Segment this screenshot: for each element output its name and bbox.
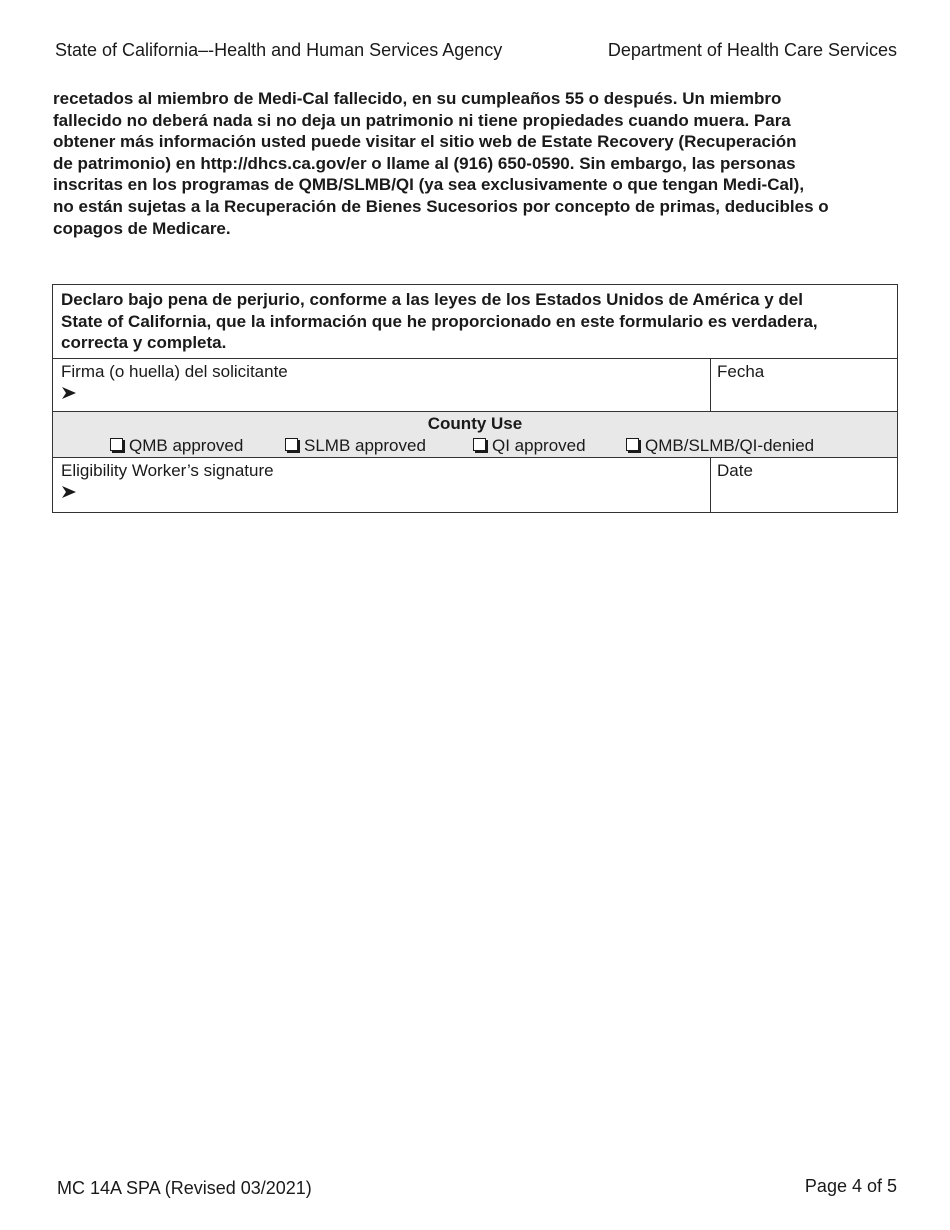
worker-date-label: Date xyxy=(717,460,753,480)
county-use-section xyxy=(53,412,897,458)
qmb-approved-checkbox[interactable] xyxy=(110,435,243,457)
applicant-signature-row xyxy=(53,359,897,412)
worker-signature-field[interactable] xyxy=(53,458,711,512)
perjury-declaration: Declaro bajo pena de perjurio, conforme a las leyes de los Estados Unidos de América y del State of California, que la información que he proporcionado en este formulario es verdadera, correcta y completa. xyxy=(53,285,897,359)
county-use-title: County Use xyxy=(427,413,523,433)
qmb-slmb-qi-denied-label: QMB/SLMB/QI-denied xyxy=(645,435,815,455)
applicant-signature-field[interactable] xyxy=(53,359,711,411)
qi-approved-checkbox[interactable] xyxy=(473,435,586,457)
arrow-right-icon xyxy=(61,485,77,499)
checkbox-icon xyxy=(473,438,486,451)
page-number: Page 4 of 5 xyxy=(804,1176,897,1196)
slmb-approved-label: SLMB approved xyxy=(304,435,426,455)
worker-signature-label: Eligibility Worker’s signature xyxy=(61,460,274,480)
form-id: MC 14A SPA (Revised 03/2021) xyxy=(57,1178,312,1198)
checkbox-icon xyxy=(626,438,639,451)
declaration-form xyxy=(52,284,898,513)
qi-approved-label: QI approved xyxy=(492,435,586,455)
slmb-approved-checkbox[interactable] xyxy=(285,435,426,457)
worker-date-field[interactable] xyxy=(711,458,897,512)
arrow-right-icon xyxy=(61,386,77,400)
applicant-date-field[interactable] xyxy=(711,359,897,411)
agency-name: State of California–-Health and Human Services Agency xyxy=(55,40,503,60)
estate-recovery-paragraph: recetados al miembro de Medi-Cal fallecido, en su cumpleaños 55 o después. Un miembro fallecido no deberá nada si no deja un patrimonio ni tiene propiedades cuando muera. Para obtener más información usted puede visitar el sitio web de Estate Recovery (Recuperación de patrimonio) en http://dhcs.ca.gov/er o llame al (916) 650-0590. Sin embargo, las personas inscritas en los programas de QMB/SLMB/QI (ya sea exclusivamente o que tengan Medi-Cal), no están sujetas a la Recuperación de Bienes Sucesorios por concepto de primas, deducibles o copagos de Medicare. xyxy=(53,89,829,238)
department-name: Department of Health Care Services xyxy=(607,40,897,60)
qmb-slmb-qi-denied-checkbox[interactable] xyxy=(626,435,814,457)
applicant-signature-label: Firma (o huella) del solicitante xyxy=(61,361,288,381)
checkbox-icon xyxy=(110,438,123,451)
applicant-date-label: Fecha xyxy=(717,361,765,381)
county-use-options xyxy=(53,435,897,457)
checkbox-icon xyxy=(285,438,298,451)
qmb-approved-label: QMB approved xyxy=(129,435,244,455)
worker-signature-row xyxy=(53,458,897,512)
